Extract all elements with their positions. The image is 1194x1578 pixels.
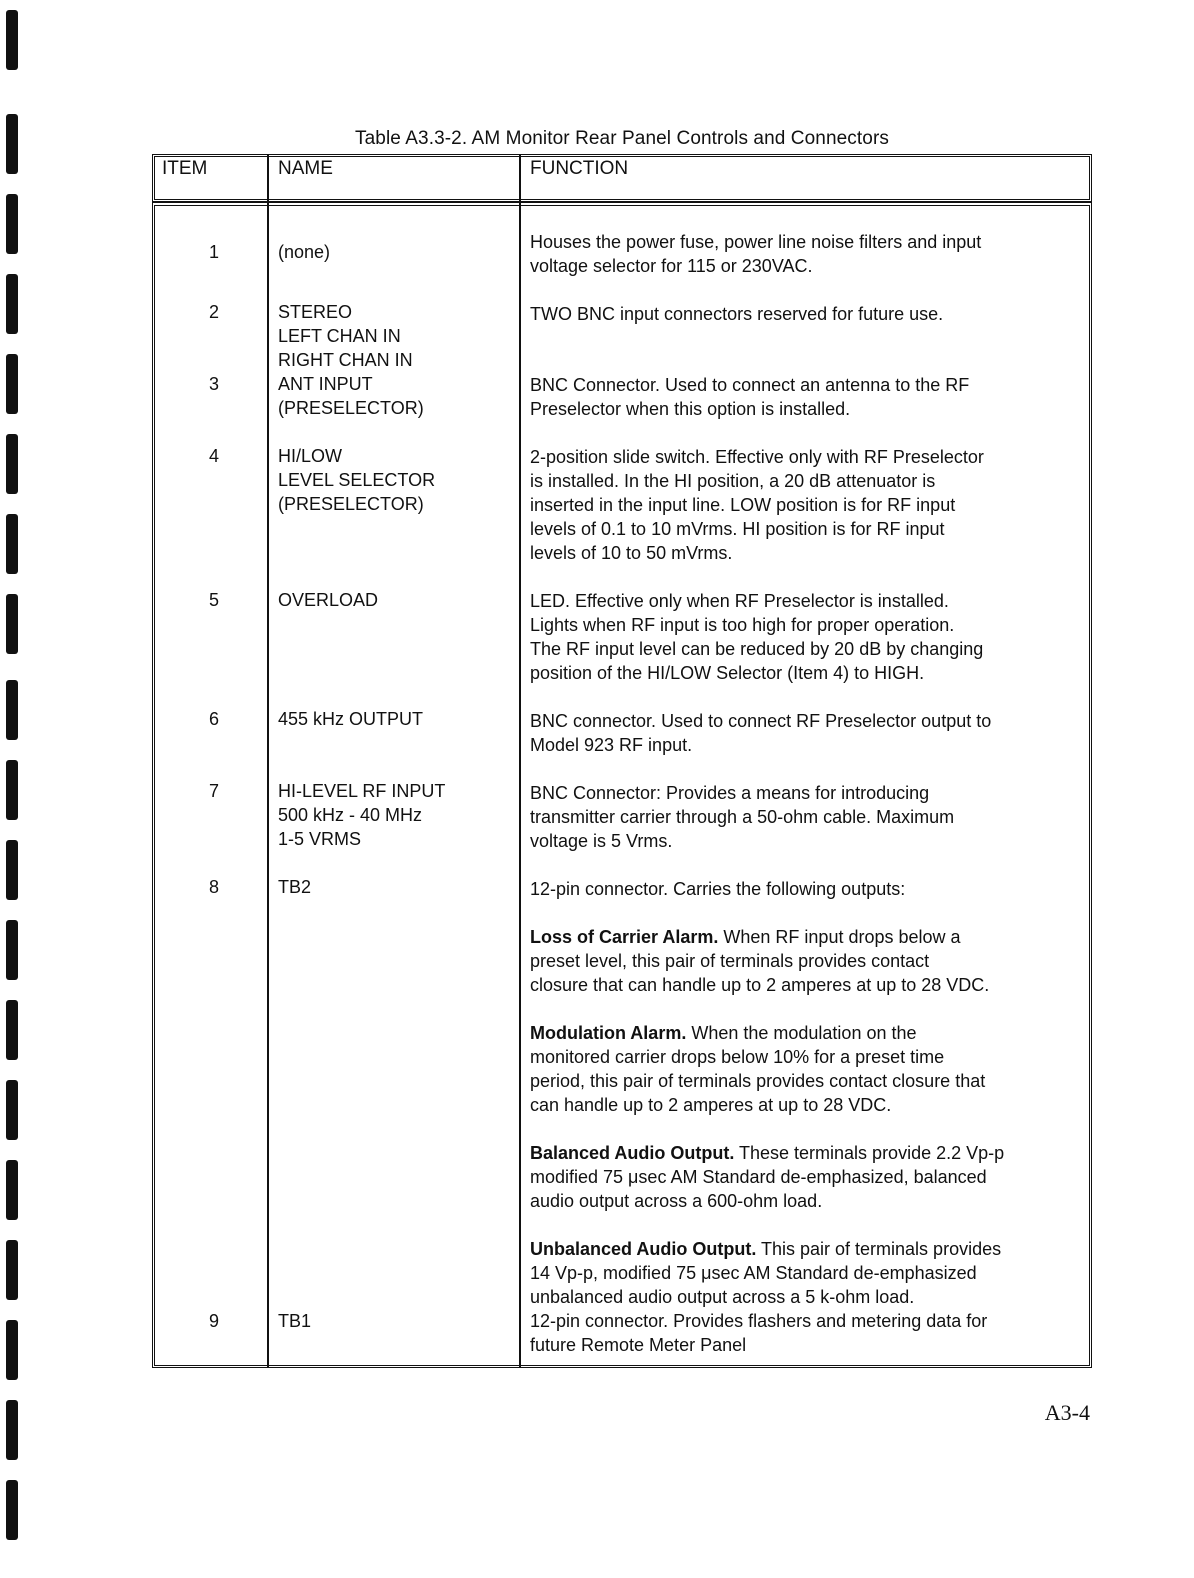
function-line: Houses the power fuse, power line noise filters and input [530, 232, 982, 252]
output-label: Modulation Alarm. [530, 1023, 687, 1043]
output-text: 14 Vp-p, modified 75 μsec AM Standard de-emphasized [530, 1263, 977, 1283]
row-3-item: 3 [208, 374, 219, 394]
output-text: audio output across a 600-ohm load. [530, 1191, 823, 1211]
output-label: Unbalanced Audio Output. [530, 1239, 757, 1259]
name-line: RIGHT CHAN IN [278, 350, 413, 370]
output-text: This pair of terminals provides [756, 1239, 1002, 1259]
function-line: TWO BNC input connectors reserved for future use. [530, 304, 944, 324]
row-9-function [530, 1309, 1082, 1357]
function-line: inserted in the input line. LOW position is for RF input [530, 495, 956, 515]
function-line: is installed. In the HI position, a 20 dB attenuator is [530, 471, 936, 491]
function-line: levels of 0.1 to 10 mVrms. HI position is for RF input [530, 519, 945, 539]
name-line: LEVEL SELECTOR [278, 470, 436, 490]
output-label: Balanced Audio Output. [530, 1143, 735, 1163]
name-line: (none) [278, 242, 331, 262]
header-function: FUNCTION [530, 158, 629, 179]
function-line: levels of 10 to 50 mVrms. [530, 543, 733, 563]
output-text: unbalanced audio output across a 5 k-ohm load. [530, 1287, 915, 1307]
row-8-item: 8 [208, 877, 219, 897]
column-divider-1 [267, 154, 269, 1368]
row-2-name [278, 300, 508, 372]
row-8-name [278, 875, 508, 899]
name-line: 455 kHz OUTPUT [278, 709, 424, 729]
row-1-item: 1 [208, 242, 219, 262]
function-line: voltage is 5 Vrms. [530, 831, 673, 851]
row-4-name [278, 444, 508, 516]
name-line: OVERLOAD [278, 590, 379, 610]
output-balanced-audio [530, 1141, 1082, 1213]
row-7-function [530, 781, 1082, 853]
row-7-item: 7 [208, 781, 219, 801]
output-text: period, this pair of terminals provides contact closure that [530, 1071, 986, 1091]
output-text: When the modulation on the [686, 1023, 917, 1043]
function-line: Lights when RF input is too high for proper operation. [530, 615, 955, 635]
name-line: 1-5 VRMS [278, 829, 362, 849]
name-line: TB1 [278, 1311, 312, 1331]
function-line: BNC Connector. Used to connect an antenna to the RF [530, 375, 970, 395]
function-line: 12-pin connector. Carries the following outputs: [530, 879, 906, 899]
row-8-function [530, 877, 1082, 901]
name-line: HI/LOW [278, 446, 343, 466]
row-2-item: 2 [208, 302, 219, 322]
row-9-item: 9 [208, 1311, 219, 1331]
function-line: The RF input level can be reduced by 20 dB by changing [530, 639, 984, 659]
row-5-name [278, 588, 508, 612]
row-4-item: 4 [208, 446, 219, 466]
row-5-item: 5 [208, 590, 219, 610]
name-line: LEFT CHAN IN [278, 326, 401, 346]
name-line: (PRESELECTOR) [278, 398, 424, 418]
row-4-function [530, 445, 1082, 565]
binder-holes [6, 0, 22, 1578]
output-text: closure that can handle up to 2 amperes at up to 28 VDC. [530, 975, 990, 995]
row-1-function [530, 230, 1082, 278]
output-label: Loss of Carrier Alarm. [530, 927, 719, 947]
function-line: Preselector when this option is installed. [530, 399, 851, 419]
function-line: LED. Effective only when RF Preselector is installed. [530, 591, 949, 611]
name-line: STEREO [278, 302, 353, 322]
row-7-name [278, 779, 508, 851]
header-item: ITEM [162, 158, 208, 179]
function-line: voltage selector for 115 or 230VAC. [530, 256, 813, 276]
name-line: (PRESELECTOR) [278, 494, 424, 514]
row-6-name [278, 707, 508, 731]
name-line: 500 kHz - 40 MHz [278, 805, 423, 825]
function-line: Model 923 RF input. [530, 735, 693, 755]
function-line: position of the HI/LOW Selector (Item 4) to HIGH. [530, 663, 925, 683]
row-2-function [530, 302, 1082, 326]
column-divider-2 [519, 154, 521, 1368]
row-1-name [278, 240, 508, 264]
function-line: 12-pin connector. Provides flashers and metering data for [530, 1311, 988, 1331]
function-line: BNC Connector: Provides a means for introducing [530, 783, 930, 803]
output-text: modified 75 μsec AM Standard de-emphasized, balanced [530, 1167, 987, 1187]
row-5-function [530, 589, 1082, 685]
output-text: monitored carrier drops below 10% for a preset time [530, 1047, 945, 1067]
row-3-name [278, 372, 508, 420]
name-line: HI-LEVEL RF INPUT [278, 781, 446, 801]
function-line: BNC connector. Used to connect RF Preselector output to [530, 711, 992, 731]
function-line: 2-position slide switch. Effective only with RF Preselector [530, 447, 984, 467]
output-unbalanced-audio [530, 1237, 1082, 1309]
name-line: TB2 [278, 877, 312, 897]
name-line: ANT INPUT [278, 374, 373, 394]
row-6-item: 6 [208, 709, 219, 729]
output-loss-of-carrier-alarm [530, 925, 1082, 997]
function-line: transmitter carrier through a 50-ohm cable. Maximum [530, 807, 955, 827]
page-number: A3-4 [1044, 1400, 1090, 1425]
function-line: future Remote Meter Panel [530, 1335, 747, 1355]
output-text: preset level, this pair of terminals provides contact [530, 951, 930, 971]
output-text: These terminals provide 2.2 Vp-p [734, 1143, 1005, 1163]
output-text: can handle up to 2 amperes at up to 28 VDC. [530, 1095, 892, 1115]
row-3-function [530, 373, 1082, 421]
output-modulation-alarm [530, 1021, 1082, 1117]
row-9-name [278, 1309, 508, 1333]
output-text: When RF input drops below a [718, 927, 961, 947]
row-6-function [530, 709, 1082, 757]
table-title: Table A3.3-2. AM Monitor Rear Panel Controls and Connectors [355, 128, 889, 149]
header-name: NAME [278, 158, 333, 179]
